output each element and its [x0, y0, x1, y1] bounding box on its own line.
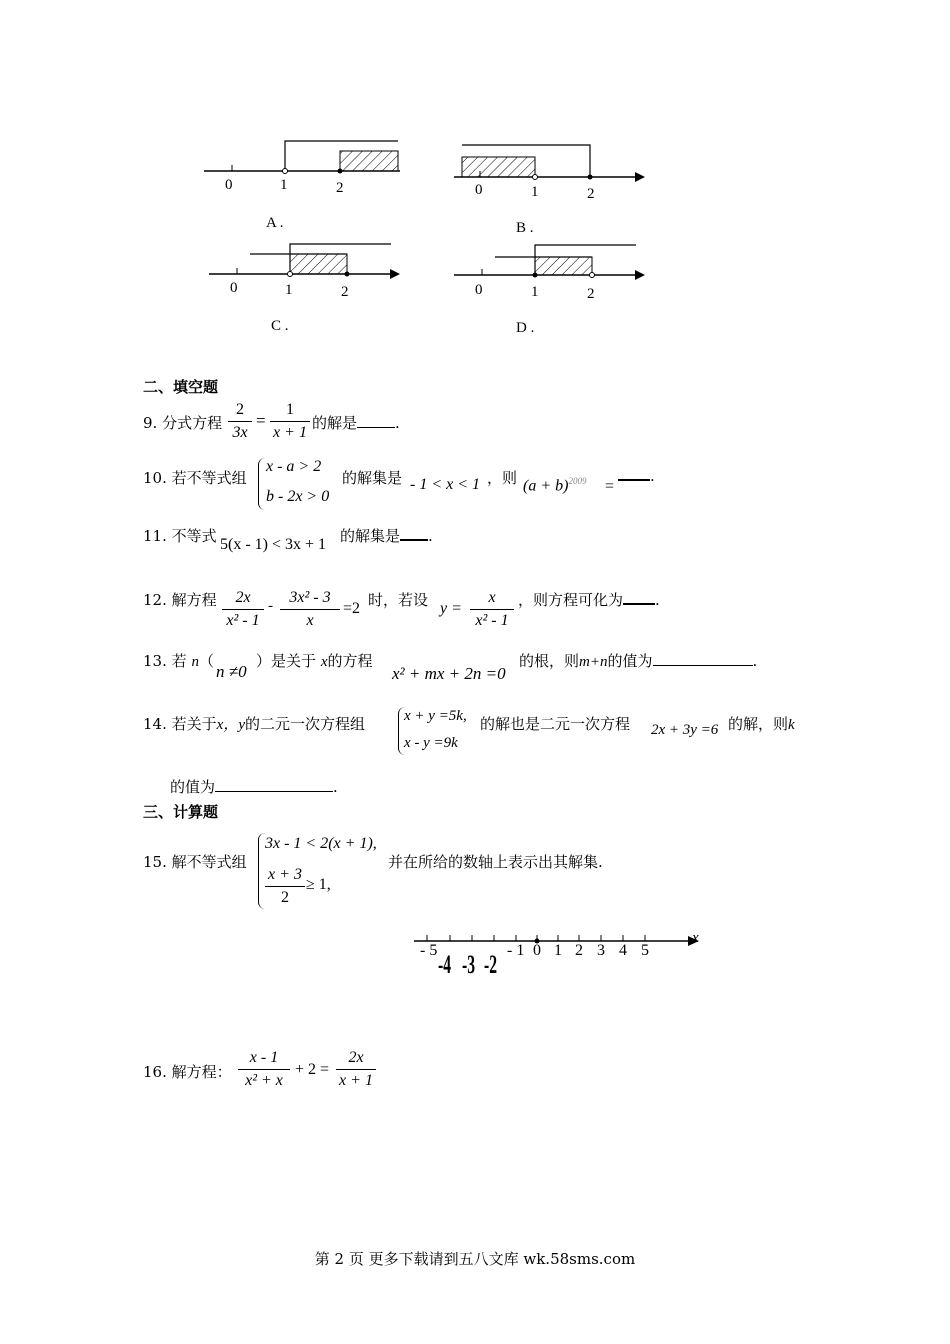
question-12	[143, 589, 217, 610]
axis-variable: x	[692, 930, 699, 946]
question-text: 的解也是二元一次方程	[480, 715, 631, 733]
axis-tick-label: 3	[597, 942, 605, 959]
system-row: x - y =9k	[404, 735, 458, 751]
axis-tick-label: 1	[554, 942, 562, 959]
question-number: 9.	[143, 414, 158, 432]
equation: x² + mx + 2n =0	[392, 664, 506, 683]
fraction	[270, 400, 310, 443]
axis-tick-label: - 5	[420, 942, 438, 959]
system-row: x - a > 2	[266, 458, 322, 475]
numerator: 2x	[348, 1049, 364, 1066]
fraction	[222, 588, 264, 631]
tick-label: 2	[341, 284, 349, 300]
tick-label: 2	[587, 186, 595, 202]
denominator: x + 1	[273, 424, 307, 441]
inequality: 5(x - 1) < 3x + 1	[220, 536, 327, 553]
option-label-c: C .	[271, 318, 289, 334]
fraction	[265, 865, 305, 908]
question-text: ，则	[487, 469, 518, 487]
system-row: x + y =5k,	[404, 708, 467, 724]
question-11	[143, 525, 217, 546]
minus-sign: -	[268, 598, 273, 614]
fraction	[280, 588, 340, 631]
question-number: 11.	[143, 527, 167, 545]
operator: + 2 =	[295, 1061, 330, 1078]
question-number: 13.	[143, 652, 167, 670]
question-text: 解方程：	[171, 1063, 232, 1081]
question-text: 的解集是	[342, 469, 403, 487]
denominator: 3x	[232, 424, 248, 441]
equals-sign: =	[256, 411, 266, 430]
question-text: ）是关于 x的方程	[256, 652, 373, 670]
tick-label: 1	[280, 177, 288, 193]
question-text: ，则方程可化为 .	[518, 591, 660, 609]
tick-label: 0	[475, 282, 483, 298]
axis-tick-label: -2	[484, 950, 498, 979]
axis-tick-label: 5	[641, 942, 649, 959]
numerator: 3x² - 3	[289, 589, 331, 606]
denominator: x + 1	[339, 1072, 373, 1089]
tick-label: 0	[230, 280, 238, 296]
tick-label: 0	[225, 177, 233, 193]
axis-tick-label: 4	[619, 942, 627, 959]
fraction	[238, 1048, 290, 1091]
tick-label: 1	[531, 184, 539, 200]
solution-set: - 1 < x < 1	[410, 476, 481, 493]
question-number: 14.	[143, 715, 167, 733]
tick-label: 1	[531, 284, 539, 300]
denominator: x² - 1	[226, 612, 260, 629]
option-label-d: D .	[516, 320, 535, 336]
question-text: 若关于	[171, 715, 217, 733]
question-text: 的值为 .	[170, 778, 338, 796]
system-brace	[258, 458, 265, 510]
question-text: 的解，则k	[728, 715, 795, 733]
system-row: b - 2x > 0	[266, 488, 330, 505]
fraction	[336, 1048, 376, 1091]
question-text: 的根，则m+n的值为 .	[519, 652, 758, 670]
axis-tick-label: - 1	[507, 942, 525, 959]
tick-label: 2	[336, 180, 344, 196]
denominator: 2	[281, 889, 289, 906]
question-number: 15.	[143, 853, 167, 871]
expression: $(a + b)^{2009}$	[523, 476, 587, 495]
option-label-b: B .	[516, 220, 534, 236]
question-14: 14. 若关于x，y的二元一次方程组	[143, 715, 365, 733]
question-number: 16.	[143, 1063, 167, 1081]
system-row: 3x - 1 < 2(x + 1),	[265, 835, 377, 852]
question-text: 解方程	[171, 591, 217, 609]
tick-label: 0	[475, 182, 483, 198]
question-text: 解不等式组	[171, 853, 247, 871]
numerator: 2	[236, 401, 244, 418]
system-brace	[258, 833, 265, 909]
numerator: 1	[286, 401, 294, 418]
system-row-tail: ≥ 1,	[306, 876, 331, 893]
question-13: 13. 若 n（	[143, 652, 214, 670]
fraction	[470, 588, 514, 631]
denominator: x² - 1	[475, 612, 509, 629]
numerator: 2x	[235, 589, 251, 606]
numerator: x - 1	[249, 1049, 279, 1066]
page-footer: 第 2 页 更多下载请到五八文库 wk.58sms.com	[314, 1250, 636, 1268]
question-text: 不等式	[171, 527, 217, 545]
condition: n ≠0	[216, 662, 247, 681]
tick-label: 2	[587, 286, 595, 302]
axis-tick-label: 0	[533, 942, 541, 959]
numerator: x	[488, 589, 496, 606]
fraction	[228, 400, 252, 443]
question-text: 若	[171, 652, 187, 670]
denominator: x	[306, 612, 314, 629]
numerator: x + 3	[268, 866, 302, 883]
number-line-figure-d	[450, 238, 650, 288]
equals-sign: =	[605, 478, 615, 495]
axis-tick-label: 2	[575, 942, 583, 959]
axis-tick-label: -3	[462, 950, 476, 979]
question-number: 10.	[143, 469, 167, 487]
question-text: 若不等式组	[171, 469, 247, 487]
question-9	[143, 412, 222, 433]
number-line-figure-a	[200, 135, 410, 205]
question-text: 时，若设	[368, 591, 429, 609]
answer-blank: .	[618, 467, 655, 485]
question-text: 的解集是 .	[340, 527, 433, 545]
question-15	[143, 851, 247, 872]
substitution: y =	[440, 600, 462, 617]
section-title: 二、填空题	[143, 378, 219, 396]
denominator: x² + x	[245, 1072, 283, 1089]
question-number: 12.	[143, 591, 167, 609]
tick-label: 1	[285, 282, 293, 298]
question-text: 的解是 .	[312, 414, 400, 432]
equals-value: =2	[343, 600, 361, 617]
equation: 2x + 3y =6	[651, 722, 719, 738]
question-10	[143, 467, 247, 488]
axis-tick-label: -4	[438, 950, 452, 979]
option-label-a: A .	[266, 215, 284, 231]
question-text: 分式方程	[162, 414, 223, 432]
section-title: 三、计算题	[143, 803, 219, 821]
question-16	[143, 1061, 232, 1082]
question-text: 并在所给的数轴上表示出其解集.	[388, 853, 603, 871]
